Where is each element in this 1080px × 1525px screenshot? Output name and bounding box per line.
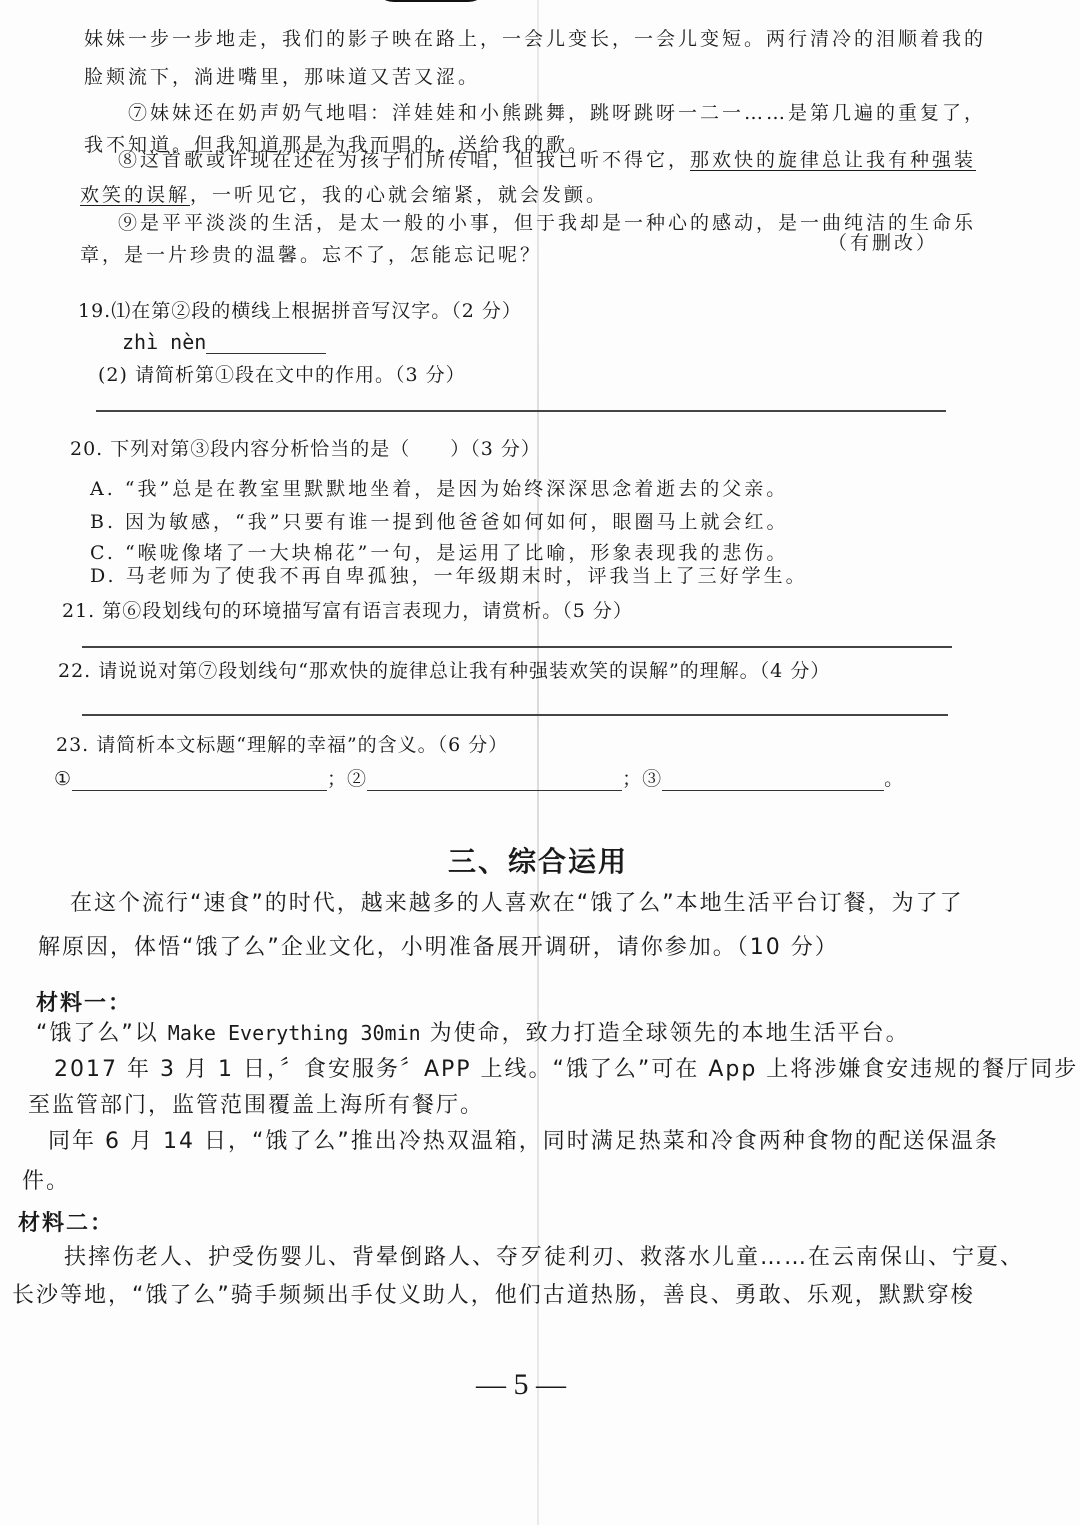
text-fragment: “饿了么”以 xyxy=(36,1021,168,1046)
pinyin-text: zhì nèn xyxy=(122,330,207,354)
section-intro-line: 解原因，体悟“饿了么”企业文化，小明准备展开调研，请你参加。（10 分） xyxy=(38,935,839,960)
story-paragraph-9: ⑨是平平淡淡的生活，是太一般的小事，但于我却是一种心的感动，是一曲纯洁的生命乐 xyxy=(118,212,977,234)
question-20: 20. 下列对第③段内容分析恰当的是（ ）（3 分） xyxy=(70,438,541,460)
material-1-line: 同年 6 月 14 日，“饿了么”推出冷热双温箱，同时满足热菜和冷食两种食物的配送保温条 xyxy=(48,1129,999,1154)
question-19-part-2: (2) 请简析第①段在文中的作用。（3 分） xyxy=(98,364,466,386)
question-19-part-1: 19.⑴在第②段的横线上根据拼音写汉字。（2 分） xyxy=(78,300,522,322)
p8-underlined-sentence: 那欢快的旋律总让我有种强装 xyxy=(690,149,977,171)
slogan-text: Make Everything 30min xyxy=(167,1021,421,1045)
binder-clip-shadow xyxy=(372,0,490,2)
option-a[interactable]: A. “我”总是在教室里默默地坐着，是因为始终深深思念着逝去的父亲。 xyxy=(90,478,789,500)
page-number: — 5 — xyxy=(476,1368,566,1401)
story-line: 妹妹一步一步地走，我们的影子映在路上，一会儿变长，一会儿变短。两行清冷的泪顺着我的 xyxy=(84,28,987,50)
material-2-line: 扶摔伤老人、护受伤婴儿、背晕倒路人、夺歹徒利刃、救落水儿童……在云南保山、宁夏、 xyxy=(64,1245,1025,1270)
answer-blank[interactable] xyxy=(206,333,326,354)
story-line xyxy=(80,180,608,207)
answer-line[interactable] xyxy=(82,646,952,648)
section-title: 三、综合运用 xyxy=(448,845,629,878)
answer-blank-2[interactable] xyxy=(367,770,622,791)
question-21: 21. 第⑥段划线句的环境描写富有语言表现力，请赏析。（5 分） xyxy=(62,600,633,622)
material-1-line: 件。 xyxy=(22,1169,71,1194)
answer-line[interactable] xyxy=(82,714,948,716)
material-1-line xyxy=(36,1016,910,1047)
answer-blank-3[interactable] xyxy=(662,770,884,791)
blank-label-2: ；② xyxy=(327,768,368,790)
p8-prefix: ⑧这首歌或许现在还在为孩子们所传唱，但我已听不得它， xyxy=(118,149,691,171)
source-note: （有删改） xyxy=(828,232,939,254)
option-c[interactable]: C. “喉咙像堵了一大块棉花”一句，是运用了比喻，形象表现我的悲伤。 xyxy=(90,542,789,564)
material-2-line: 长沙等地，“饿了么”骑手频频出手仗义助人，他们古道热肠，善良、勇敢、乐观，默默穿梭 xyxy=(12,1283,975,1308)
p8-underlined-sentence-end: 欢笑的误解 xyxy=(80,184,191,206)
blank-label-3: ；③ xyxy=(622,768,663,790)
story-line: 我不知道。但我知道那是为我而唱的，送给我的歌。 xyxy=(84,134,591,156)
question-19-pinyin xyxy=(122,330,326,354)
blank-label-1: ① xyxy=(54,768,73,790)
question-23-blanks xyxy=(54,764,904,791)
question-22: 22. 请说说对第⑦段划线句“那欢快的旋律总让我有种强装欢笑的误解”的理解。（4 分） xyxy=(58,660,831,682)
story-line: 章，是一片珍贵的温馨。忘不了，怎能忘记呢？ xyxy=(80,244,543,266)
material-2-label: 材料二： xyxy=(18,1211,115,1236)
answer-line[interactable] xyxy=(96,410,946,412)
story-paragraph-8 xyxy=(118,145,976,172)
option-d[interactable]: D. 马老师为了使我不再自卑孤独，一年级期末时，评我当上了三好学生。 xyxy=(90,565,808,587)
answer-blank-1[interactable] xyxy=(72,770,327,791)
text-fragment: 为使命，致力打造全球领先的本地生活平台。 xyxy=(420,1021,910,1046)
option-b[interactable]: B. 因为敏感，“我”只要有谁一提到他爸爸如何如何，眼圈马上就会红。 xyxy=(90,511,789,533)
blank-end: 。 xyxy=(884,768,905,790)
story-line: 脸颊流下，淌进嘴里，那味道又苦又涩。 xyxy=(84,66,481,88)
section-intro-line: 在这个流行“速食”的时代，越来越多的人喜欢在“饿了么”本地生活平台订餐，为了了 xyxy=(70,891,964,916)
material-1-line: 至监管部门，监管范围覆盖上海所有餐厅。 xyxy=(28,1093,485,1118)
p8-suffix: ，一听见它，我的心就会缩紧，就会发颤。 xyxy=(190,184,609,206)
story-paragraph-7: ⑦妹妹还在奶声奶气地唱：洋娃娃和小熊跳舞，跳呀跳呀一二一……是第几遍的重复了， xyxy=(128,102,987,124)
material-1-line: 2017 年 3 月 1 日，〞食安服务〞APP 上线。“饿了么”可在 App 上将涉嫌食安违规的餐厅同步 xyxy=(54,1057,1079,1082)
material-1-label: 材料一： xyxy=(36,991,133,1016)
question-23: 23. 请简析本文标题“理解的幸福”的含义。（6 分） xyxy=(56,734,509,756)
